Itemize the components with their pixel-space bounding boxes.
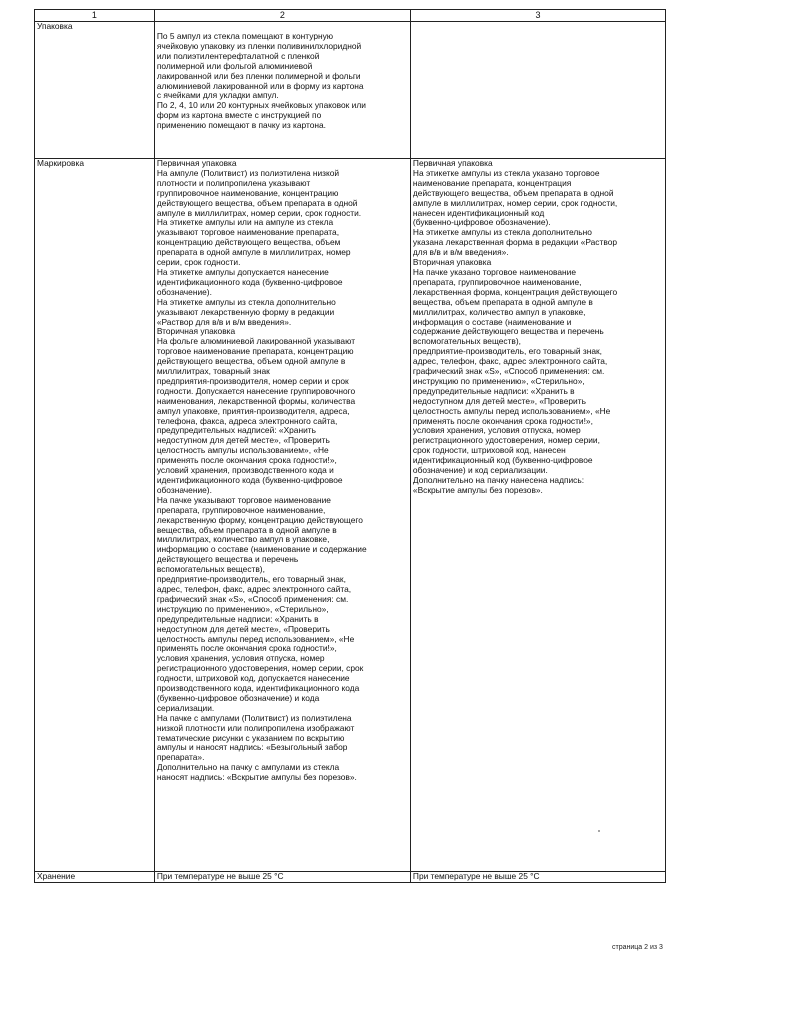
text-line: Первичная упаковка <box>412 159 493 168</box>
row-label-marking: Маркировка <box>35 159 155 872</box>
text-line: или полиэтилентерефталатной с пленкой <box>156 51 320 61</box>
text-line: лекарственную форму, концентрацию действующего <box>156 515 363 525</box>
header-col-2: 2 <box>154 10 410 22</box>
text-line: идентификационного кода (буквенно-цифровое <box>156 476 343 485</box>
text-line: торговое наименование препарата, концентрацию <box>156 347 354 357</box>
text-line: предприятие-производитель, его товарный знак, <box>412 347 602 357</box>
text-line: ампуле в миллилитрах, номер серии, срок годности, <box>412 198 618 208</box>
text-line: тематические рисунки с указанием по вскрытию <box>156 733 345 743</box>
text-line: алюминиевой лакированной или в форму из картона <box>156 81 364 91</box>
text-line: На этикетке ампулы допускается нанесение <box>156 267 329 277</box>
text-line: Дополнительно на пачку с ампулами из стекла <box>156 763 340 773</box>
text-line: препарата, группировочное наименование, <box>412 277 582 287</box>
packaging-text <box>154 22 410 159</box>
text-line: По 2, 4, 10 или 20 контурных ячейковых упаковок или <box>156 101 366 111</box>
text-line: предупредительные надписи: «Хранить в <box>156 614 319 624</box>
text-line: вспомогательных веществ), <box>156 565 265 575</box>
table-header-row <box>35 10 666 22</box>
text-line: миллилитрах, количество ампул в упаковке, <box>412 307 586 317</box>
table-row-packaging <box>35 22 666 159</box>
text-line: предприятия-производителя, номер серии и срок <box>156 376 349 386</box>
text-line: предупредительные надписи: «Хранить в <box>412 386 575 396</box>
marking-text-col3 <box>410 159 665 872</box>
header-col-1: 1 <box>35 10 155 22</box>
text-line: низкой плотности или полипропилена изображают <box>156 723 355 733</box>
text-line: наносят надпись: «Вскрытие ампулы без порезов». <box>156 773 357 783</box>
text-line: телефона, факса, адреса электронного сайта, <box>156 416 338 426</box>
text-line: ячейковую упаковку из пленки поливинилхлоридной <box>156 41 362 51</box>
text-line: вспомогательных веществ), <box>412 337 522 347</box>
text-line: срок годности, штриховой код, нанесен <box>412 446 566 456</box>
text-line: Дополнительно на пачку нанесена надпись: <box>412 476 585 485</box>
text-line: вещества, объем препарата в одной ампуле в <box>156 525 337 535</box>
text-line: «Вскрытие ампулы без порезов». <box>412 485 543 495</box>
text-line: содержание действующего вещества и перечень <box>412 327 604 337</box>
text-line: адрес, телефон, факс, адрес электронного сайта, <box>412 357 608 367</box>
text-line: На пачке с ампулами (Политвист) из полиэтилена <box>156 713 352 723</box>
text-line: По 5 ампул из стекла помещают в контурную <box>156 32 334 41</box>
text-line: адрес, телефон, факс, адрес электронного сайта, <box>156 584 352 594</box>
text-line: действующего вещества и перечень <box>156 555 299 565</box>
text-line: графический знак «S», «Способ применения: см. <box>156 594 349 604</box>
text-line: информацию о составе (наименование и содержание <box>156 545 367 555</box>
marking-col3-lines <box>413 159 663 496</box>
text-line: вещества, объем препарата в одной ампуле в <box>412 297 593 307</box>
text-line: ампуле в миллилитрах, номер серии, срок годности. <box>156 208 362 218</box>
text-line: На этикетке ампулы из стекла дополнительно <box>156 297 336 307</box>
text-line: применению помещают в пачку из картона. <box>156 121 326 131</box>
text-line: указывают торговое наименование препарата, <box>156 228 340 238</box>
text-line: условия хранения, условия отпуска, номер <box>156 654 325 664</box>
text-line: предупредительных надписей: «Хранить <box>156 426 316 436</box>
text-line: информация о составе (наименование и <box>412 317 572 327</box>
packaging-lines <box>157 32 408 131</box>
text-line: предприятие-производитель, его товарный знак, <box>156 575 346 585</box>
header-col-3: 3 <box>410 10 665 22</box>
text-line: сериализации. <box>156 703 215 713</box>
text-line: действующего вещества, объем одной ампуле в <box>156 357 346 367</box>
text-line: действующего вещества, объем препарата в одной <box>412 188 614 198</box>
storage-col2: При температуре не выше 25 °С <box>154 872 410 883</box>
text-line: годности. Допускается нанесение группировочного <box>156 386 356 396</box>
text-line: На этикетке ампулы из стекла указано торговое <box>412 168 600 178</box>
text-line: регистрационного удостоверения, номер серии, срок <box>156 664 364 674</box>
text-line: препарата». <box>156 753 205 763</box>
text-line: наименование препарата, концентрация <box>412 178 572 188</box>
text-line: концентрацию действующего вещества, объем <box>156 238 341 248</box>
row-label-packaging: Упаковка <box>35 22 155 159</box>
storage-col3: При температуре не выше 25 °С <box>410 872 665 883</box>
text-line: идентификационного кода (буквенно-цифровое <box>156 277 343 287</box>
table-row-storage <box>35 872 666 883</box>
text-line: указана лекарственная форма в редакции «Раствор <box>412 238 618 248</box>
text-line: указывают лекарственную форму в редакции <box>156 307 335 317</box>
text-line: плотности и полипропилена указывают <box>156 178 311 188</box>
specification-table <box>34 9 666 883</box>
text-line: недоступном для детей месте», «Проверить <box>156 436 330 446</box>
text-line: «Раствор для в/в и в/м введения». <box>156 317 292 327</box>
text-line: лакированной или без пленки полимерной и фольги <box>156 71 361 81</box>
text-line: с ячейками для укладки ампул. <box>156 91 279 101</box>
text-line: На пачке указано торговое наименование <box>412 267 576 277</box>
text-line: недоступном для детей месте», «Проверить <box>412 396 586 406</box>
text-line: действующего вещества, объем препарата в одной <box>156 198 358 208</box>
text-line: условия хранения, условия отпуска, номер <box>412 426 581 436</box>
text-line: графический знак «S», «Способ применения: см. <box>412 367 605 377</box>
text-line: На фольге алюминиевой лакированной указывают <box>156 337 356 347</box>
text-line: На ампуле (Политвист) из полиэтилена низкой <box>156 168 340 178</box>
text-line: Вторичная упаковка <box>156 327 236 337</box>
packaging-col3-empty <box>410 22 665 159</box>
marking-col2-lines <box>157 159 408 783</box>
marking-text-col2 <box>154 159 410 872</box>
text-line: миллилитрах, количество ампул в упаковке, <box>156 535 330 545</box>
row-label-storage: Хранение <box>35 872 155 883</box>
text-line: полимерной или фольгой алюминиевой <box>156 61 313 71</box>
text-line: На этикетке ампулы или на ампуле из стекла <box>156 218 334 228</box>
page-number: страница 2 из 3 <box>612 944 663 951</box>
text-line: регистрационного удостоверения, номер серии, <box>412 436 600 446</box>
text-line: обозначение). <box>156 287 212 297</box>
text-line: (буквенно-цифровое обозначение) и кода <box>156 693 320 703</box>
text-line: препарата в одной ампуле в миллилитрах, номер <box>156 248 351 258</box>
text-line: идентификационный код (буквенно-цифровое <box>412 456 593 466</box>
text-line: наименования, лекарственной формы, количества <box>156 396 356 406</box>
scan-artifact-dot <box>598 830 600 832</box>
text-line: инструкцию по применению», «Стерильно», <box>156 604 329 614</box>
text-line: препарата, группировочное наименование, <box>156 505 326 515</box>
text-line: годности, штриховой код, допускается нанесение <box>156 674 350 684</box>
text-line: лекарственная форма, концентрация действующего <box>412 287 618 297</box>
text-line: форм из картона вместе с инструкцией по <box>156 111 322 121</box>
text-line: применять после окончания срока годности!», <box>156 456 337 466</box>
text-line: На этикетке ампулы из стекла дополнительно <box>412 228 592 238</box>
text-line: недоступном для детей месте», «Проверить <box>156 624 330 634</box>
text-line: группировочное наименование, концентрацию <box>156 188 339 198</box>
text-line: (буквенно-цифровое обозначение). <box>412 218 551 228</box>
text-line: Вторичная упаковка <box>412 258 492 268</box>
text-line: нанесен идентификационный код <box>412 208 545 218</box>
text-line: целостность ампулы использованием», «Не <box>156 446 329 456</box>
text-line: инструкцию по применению», «Стерильно», <box>412 376 585 386</box>
text-line: применять после окончания срока годности!», <box>156 644 337 654</box>
text-line: производственного кода, идентификационного кода <box>156 684 360 694</box>
text-line: для в/в и в/м введения». <box>412 248 509 258</box>
text-line: целостность ампулы перед использованием», «Не <box>412 406 611 416</box>
text-line: целостность ампулы перед использованием», «Не <box>156 634 355 644</box>
text-line: применять после окончания срока годности!», <box>412 416 593 426</box>
text-line: ампул упаковке, приятия-производителя, адреса, <box>156 406 350 416</box>
text-line: обозначение) и код сериализации. <box>412 466 548 476</box>
text-line: миллилитрах, товарный знак <box>156 367 270 377</box>
text-line: обозначение). <box>156 485 212 495</box>
text-line: серии, срок годности. <box>156 258 241 268</box>
text-line: На пачке указывают торговое наименование <box>156 495 331 505</box>
text-line: ампулы и наносят надпись: «Безыгольный забор <box>156 743 348 753</box>
table-row-marking <box>35 159 666 872</box>
text-line: Первичная упаковка <box>156 159 237 168</box>
text-line: условий хранения, производственного кода и <box>156 466 334 476</box>
